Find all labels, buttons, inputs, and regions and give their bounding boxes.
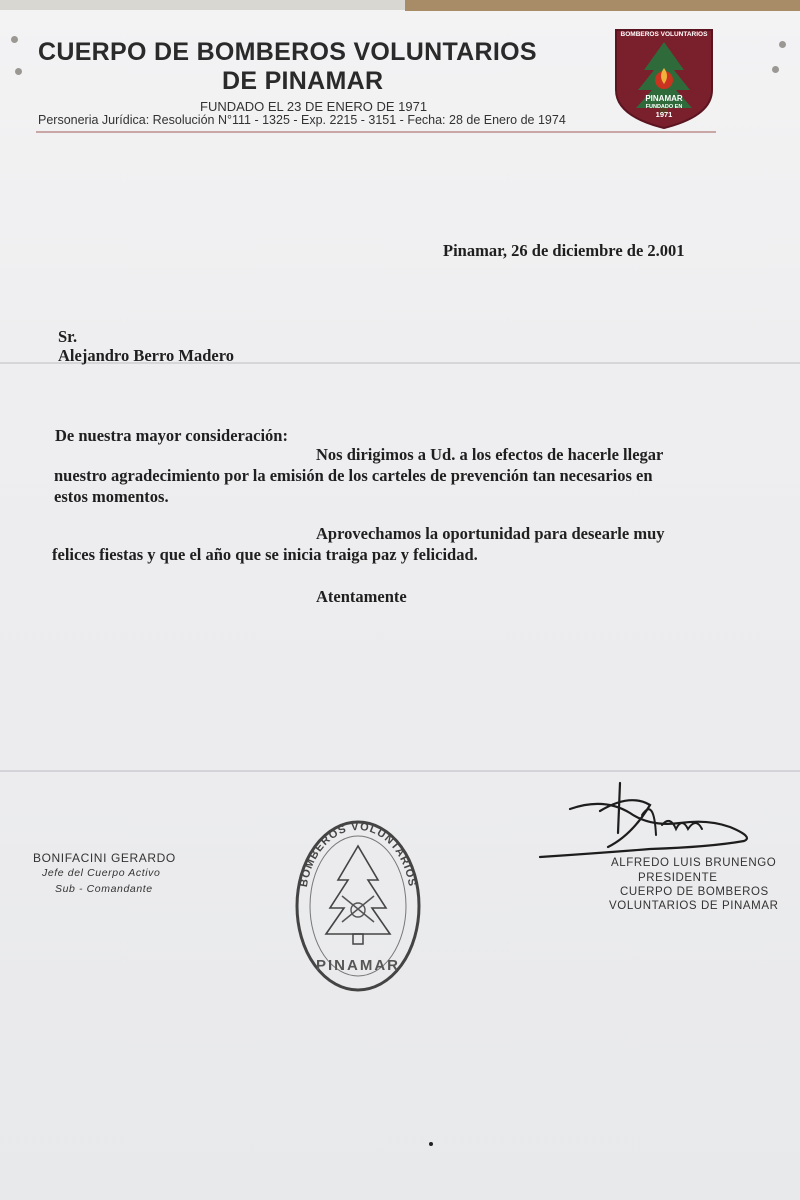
org-name-line2: DE PINAMAR xyxy=(222,67,384,95)
paragraph-1-line-1: Nos dirigimos a Ud. a los efectos de hacerle llegar xyxy=(316,445,664,464)
emblem-top-text: BOMBEROS VOLUNTARIOS xyxy=(620,31,708,38)
paragraph-1-line-2: nuestro agradecimiento por la emisión de los carteles de prevención tan necesarios en xyxy=(54,466,653,485)
paragraph-2-line-1: Aprovechamos la oportunidad para desearle muy xyxy=(316,524,665,543)
org-name-line1: CUERPO DE BOMBEROS VOLUNTARIOS xyxy=(38,38,537,66)
recipient-name: Alejandro Berro Madero xyxy=(58,346,234,365)
greeting: De nuestra mayor consideración: xyxy=(55,426,288,445)
ink-dot xyxy=(429,1142,433,1146)
left-signatory-rank: Sub - Comandante xyxy=(55,883,153,895)
closing: Atentamente xyxy=(316,587,407,606)
salutation-title: Sr. xyxy=(58,327,78,346)
right-signatory-role: PRESIDENTE xyxy=(638,872,718,884)
fold-line xyxy=(0,770,800,772)
svg-text:BOMBEROS VOLUNTARIOS xyxy=(298,821,418,888)
right-signatory-org-line1: CUERPO DE BOMBEROS xyxy=(620,886,769,898)
emblem-city: PINAMAR xyxy=(645,94,683,103)
emblem-founded-label: FUNDADO EN xyxy=(645,104,683,110)
right-signatory-org-line2: VOLUNTARIOS DE PINAMAR xyxy=(609,900,779,912)
letter-date: Pinamar, 26 de diciembre de 2.001 xyxy=(443,241,685,260)
founded-date: FUNDADO EL 23 DE ENERO DE 1971 xyxy=(200,99,428,114)
punch-hole xyxy=(15,68,22,75)
signature-icon xyxy=(530,775,770,870)
left-signatory-name: BONIFACINI GERARDO xyxy=(33,851,176,865)
paragraph-1-line-3: estos momentos. xyxy=(54,487,169,506)
legal-registration: Personeria Jurídica: Resolución N°111 - 1325 - Exp. 2215 - 3151 - Fecha: 28 de Enero de 1974 xyxy=(38,113,566,127)
header-rule xyxy=(36,131,716,133)
background-strip xyxy=(405,0,800,11)
right-signatory-name: ALFREDO LUIS BRUNENGO xyxy=(611,857,777,869)
punch-hole xyxy=(772,66,779,73)
punch-hole xyxy=(779,41,786,48)
paragraph-2-line-2: felices fiestas y que el año que se inicia traiga paz y felicidad. xyxy=(52,545,478,564)
brigade-stamp xyxy=(292,818,424,994)
stamp-bottom-text: PINAMAR xyxy=(316,957,400,974)
stamp-top-text: BOMBEROS VOLUNTARIOS xyxy=(297,820,419,889)
handwritten-signature xyxy=(530,775,770,870)
punch-hole xyxy=(11,36,18,43)
left-signatory-role: Jefe del Cuerpo Activo xyxy=(42,867,161,879)
stamp-seal-icon xyxy=(292,818,424,994)
fire-brigade-emblem xyxy=(614,28,714,130)
emblem-year: 1971 xyxy=(655,110,673,119)
